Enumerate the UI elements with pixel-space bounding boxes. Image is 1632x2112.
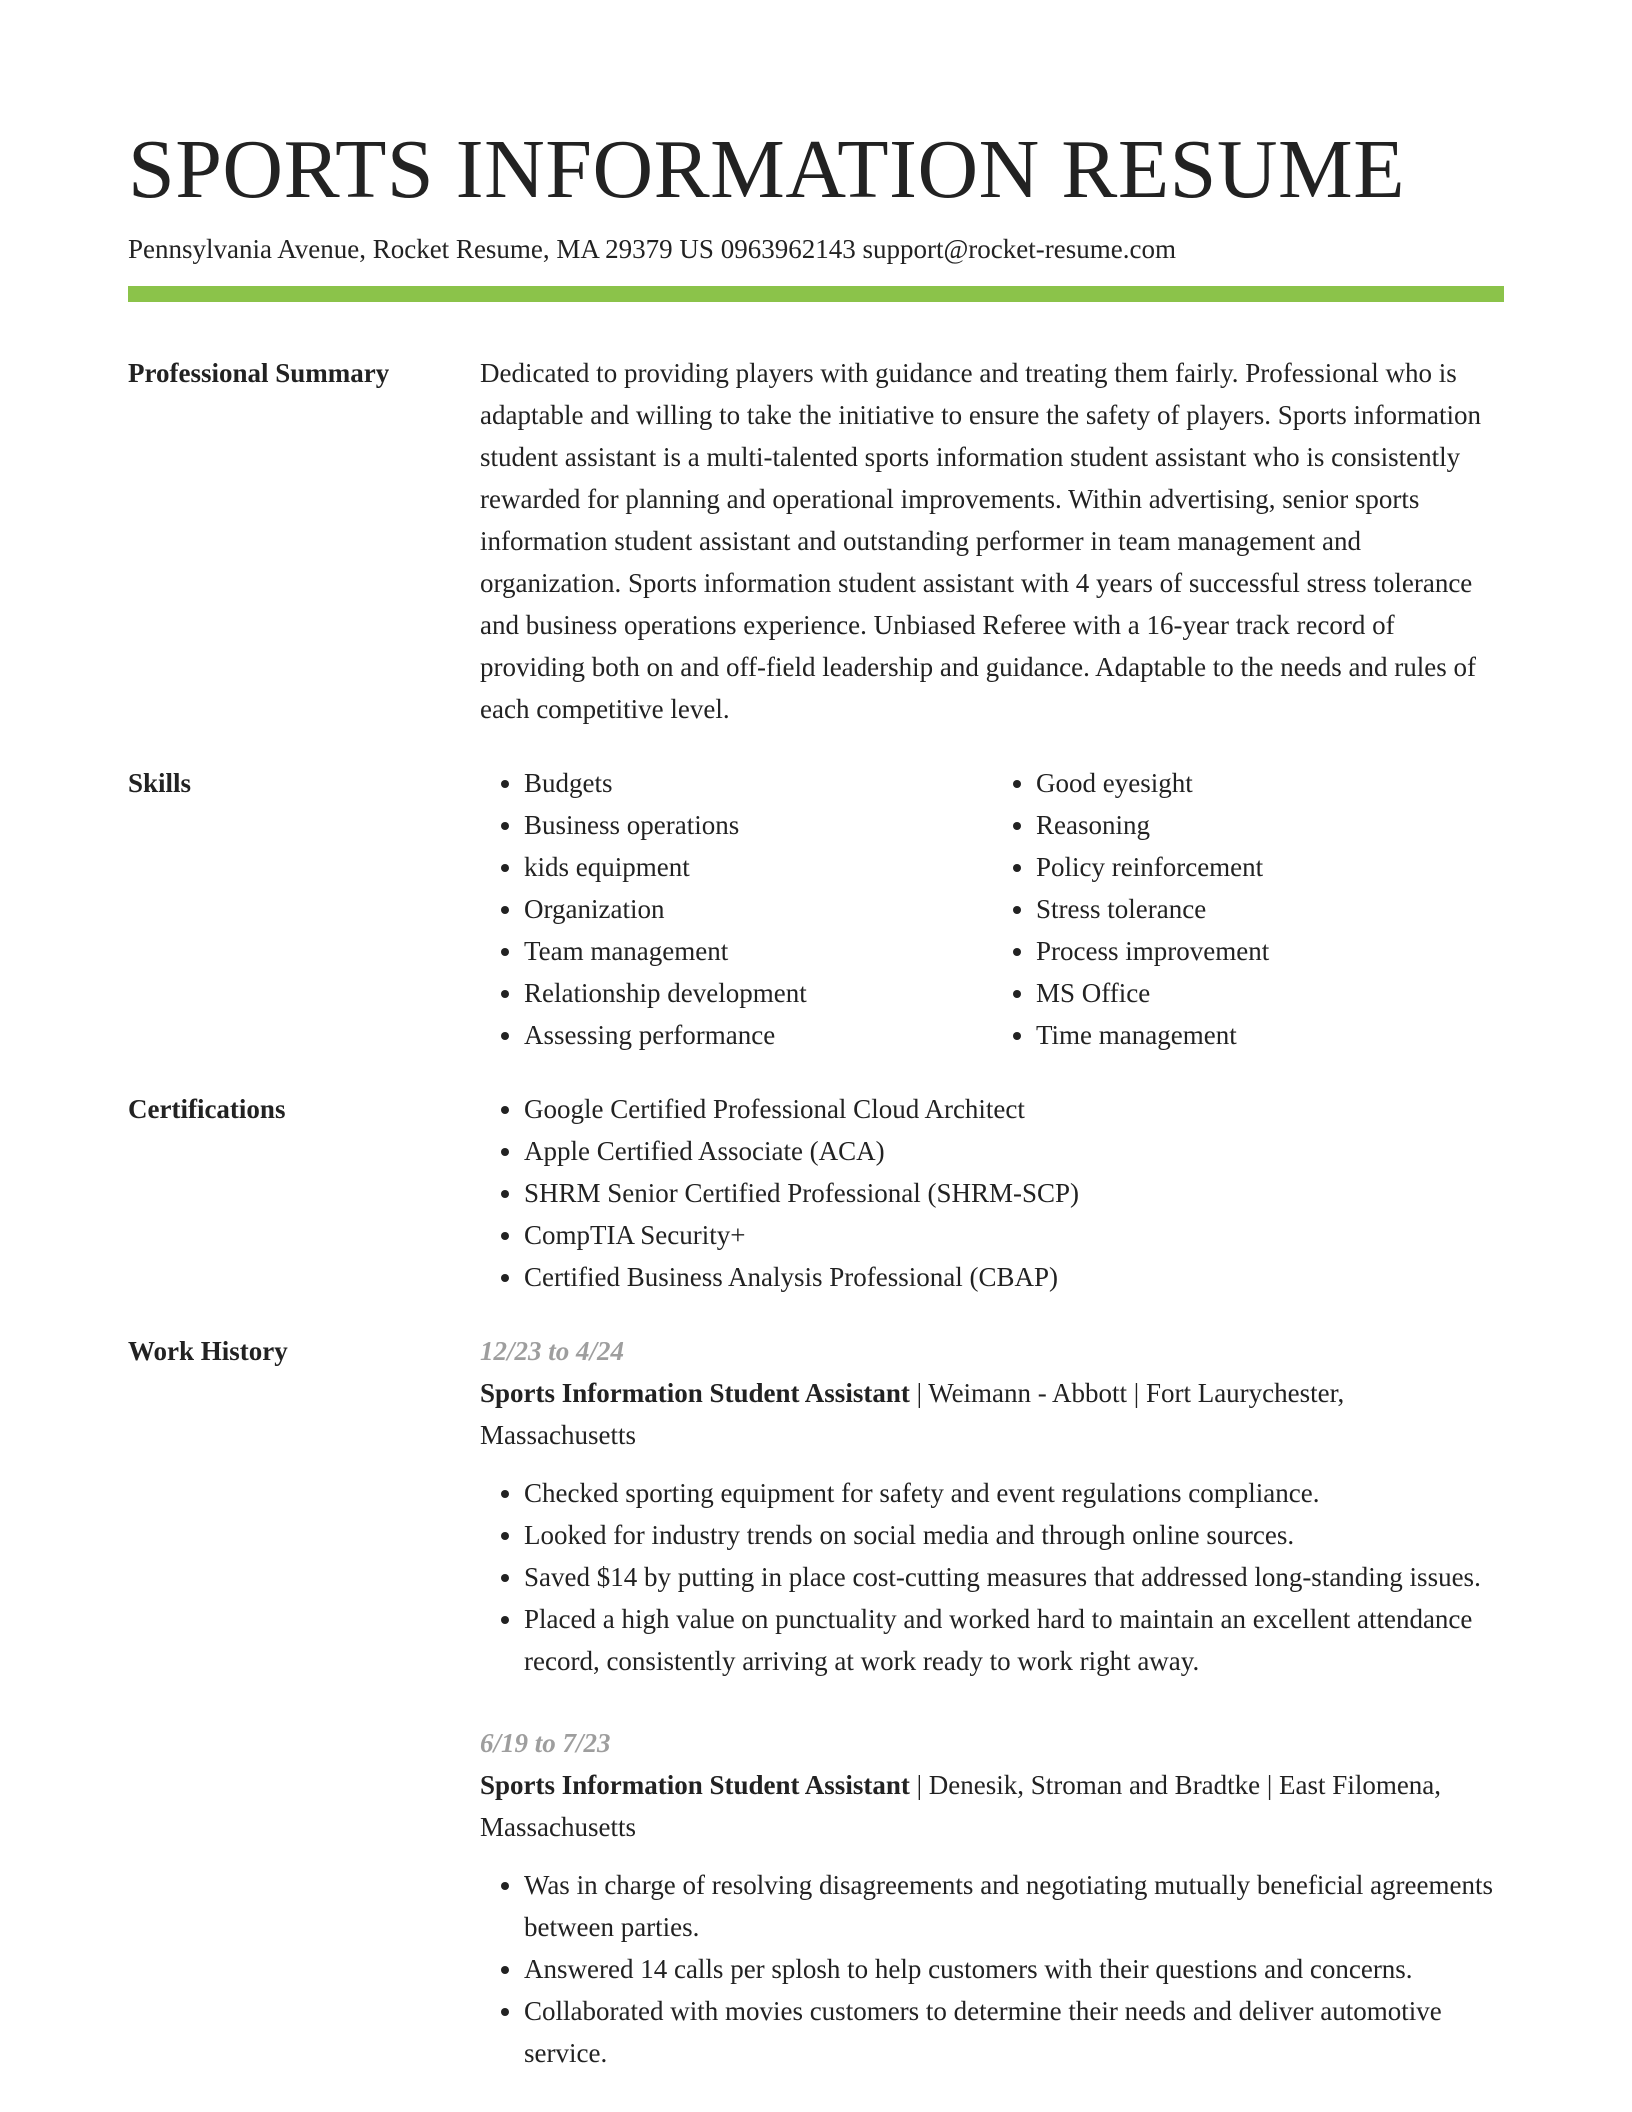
skills-list-left: [480, 762, 992, 1056]
job-bullet: • Saved $14 by putting in place cost-cutting measures that addressed long-standing issues.: [524, 1556, 1504, 1598]
summary-text: Dedicated to providing players with guidance and treating them fairly. Professional who is adaptable and willing to take the initiative to ensure the safety of players. Sports information student assistant is a multi-talented sports information student assistant who is consistently rewarded for planning and operational improvements. Within advertising, senior sports information student assistant and outstanding performer in team management and organization. Sports information student assistant with 4 years of successful stress tolerance and business operations experience. Unbiased Referee with a 16-year track record of providing both on and off-field leadership and guidance. Adaptable to the needs and rules of each competitive level.: [480, 358, 1481, 724]
job-title: Sports Information Student Assistant: [480, 1378, 910, 1408]
job-bullets: [480, 1864, 1504, 2074]
certification-item: • Apple Certified Associate (ACA): [524, 1130, 1504, 1172]
certifications-heading: Certifications: [128, 1094, 286, 1124]
job-entry: [480, 1330, 1504, 1682]
skill-item: • Business operations: [524, 804, 992, 846]
certification-item: • Certified Business Analysis Professional (CBAP): [524, 1256, 1504, 1298]
summary-section: [128, 352, 1504, 730]
skills-section: [128, 762, 1504, 1056]
skill-item: • Budgets: [524, 762, 992, 804]
certification-item: • CompTIA Security+: [524, 1214, 1504, 1256]
work-history-heading: Work History: [128, 1336, 288, 1366]
certification-item: • Google Certified Professional Cloud Architect: [524, 1088, 1504, 1130]
skills-heading: Skills: [128, 768, 192, 798]
job-bullet: • Was in charge of resolving disagreements and negotiating mutually beneficial agreements between parties.: [524, 1864, 1504, 1948]
skill-item: • Stress tolerance: [1036, 888, 1504, 930]
job-heading: [480, 1372, 1504, 1456]
summary-heading: Professional Summary: [128, 358, 390, 388]
skills-list-right: [992, 762, 1504, 1056]
job-bullet: • Checked sporting equipment for safety and event regulations compliance.: [524, 1472, 1504, 1514]
skill-item: • Assessing performance: [524, 1014, 992, 1056]
skill-item: • Process improvement: [1036, 930, 1504, 972]
skill-item: • MS Office: [1036, 972, 1504, 1014]
job-bullet: • Placed a high value on punctuality and worked hard to maintain an excellent attendance record, consistently arriving at work ready to work right away.: [524, 1598, 1504, 1682]
job-bullet: • Collaborated with movies customers to determine their needs and deliver automotive service.: [524, 1990, 1504, 2074]
skill-item: • Policy reinforcement: [1036, 846, 1504, 888]
header-divider: [128, 286, 1504, 302]
resume-page: [128, 0, 1504, 2074]
certifications-section: [128, 1088, 1504, 1298]
skill-item: • Relationship development: [524, 972, 992, 1014]
job-heading: [480, 1764, 1504, 1848]
resume-title: SPORTS INFORMATION RESUME: [128, 123, 1406, 216]
job-title: Sports Information Student Assistant: [480, 1770, 910, 1800]
certification-item: • SHRM Senior Certified Professional (SHRM-SCP): [524, 1172, 1504, 1214]
skill-item: • Organization: [524, 888, 992, 930]
job-bullets: [480, 1472, 1504, 1682]
job-dates: 6/19 to 7/23: [480, 1728, 611, 1758]
contact-line: Pennsylvania Avenue, Rocket Resume, MA 29379 US 0963962143 support@rocket-resume.com: [128, 234, 1176, 264]
skill-item: • Team management: [524, 930, 992, 972]
work-history-section: [128, 1330, 1504, 2074]
job-entry: [480, 1722, 1504, 2074]
job-dates: 12/23 to 4/24: [480, 1336, 625, 1366]
skill-item: • kids equipment: [524, 846, 992, 888]
job-details: | Denesik, Stroman and Bradtke | East Filomena, Massachusetts: [480, 1770, 1442, 1842]
skill-item: • Reasoning: [1036, 804, 1504, 846]
skill-item: • Time management: [1036, 1014, 1504, 1056]
job-details: | Weimann - Abbott | Fort Laurychester, Massachusetts: [480, 1378, 1345, 1450]
job-bullet: • Answered 14 calls per splosh to help customers with their questions and concerns.: [524, 1948, 1504, 1990]
certifications-list: [480, 1088, 1504, 1298]
job-bullet: • Looked for industry trends on social media and through online sources.: [524, 1514, 1504, 1556]
skill-item: • Good eyesight: [1036, 762, 1504, 804]
